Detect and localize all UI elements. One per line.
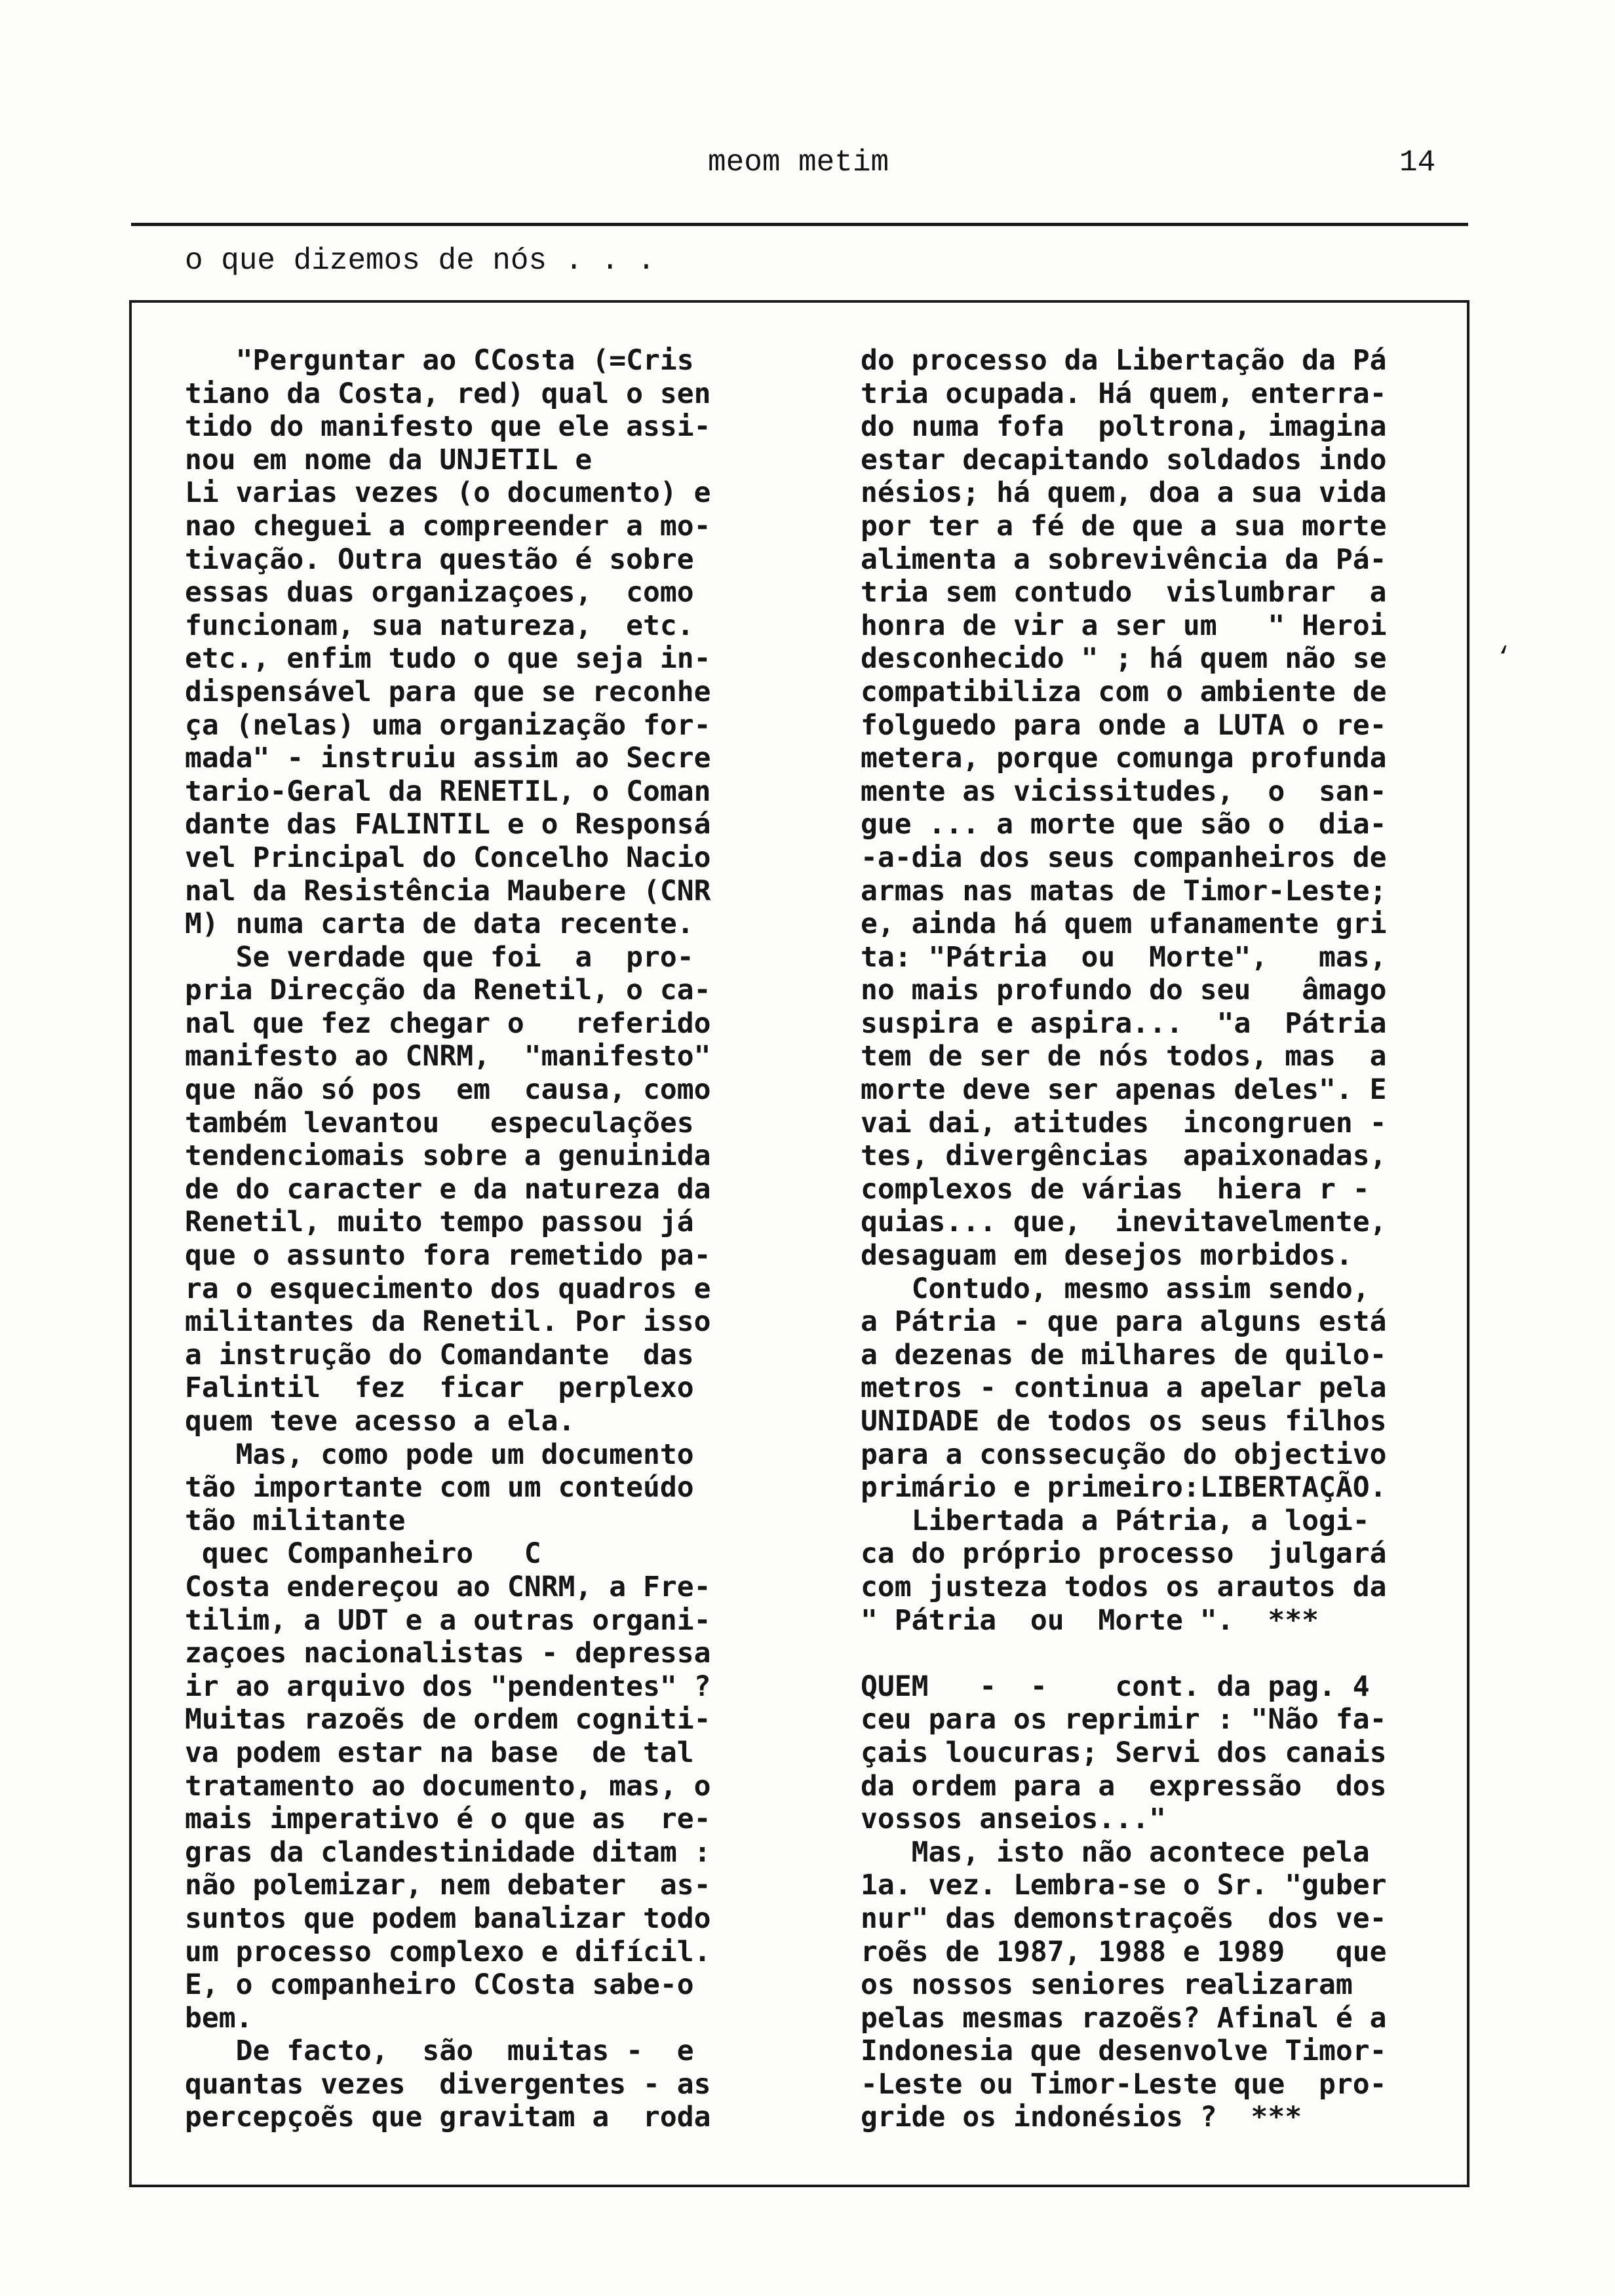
article-right-column: do processo da Libertação da Pá tria ocupada. Há quem, enterra- do numa fofa poltrona, imagina estar decapitando soldados indo nésios; há quem, doa a sua vida por ter a fé de que a sua morte alimenta a sobrevivência da Pá- tria sem contudo vislumbrar a honra de vir a ser um " Heroi desconhecido " ; há quem não se compatibiliza com o ambiente de folguedo para onde a LUTA o re- metera, porque comunga profunda mente as vicissitudes, o san- gue ... a morte que são o dia- -a-dia dos seus companheiros de armas nas matas de Timor-Leste; e, ainda há quem ufanamente gri ta: "Pátria ou Morte", mas, no mais profundo do seu âmago suspira e aspira... "a Pátria tem de ser de nós todos, mas a morte deve ser apenas deles". E vai dai, atitudes incongruen - tes, divergências apaixonadas, complexos de várias hiera r - quias... que, inevitavelmente, desaguam em desejos morbidos. Contudo, mesmo assim sendo, a Pátria - que para alguns está a dezenas de milhares de quilo- metros - continua a apelar pela UNIDADE de todos os seus filhos para a conssecução do objectivo primário e primeiro:LIBERTAÇÃO. Libertada a Pátria, a logi- ca do próprio processo julgará com justeza todos os arautos da " Pátria ou Morte ". *** QUEM - - cont. da pag. 4 ceu para os reprimir : "Não fa- çais loucuras; Servi dos canais da ordem para a expressão dos vossos anseios..." Mas, isto não acontece pela 1a. vez. Lembra-se o Sr. "guber nur" das demonstraçoẽs dos ve- roẽs de 1987, 1988 e 1989 que os nossos seniores realizaram pelas mesmas razoẽs? Afinal é a Indonesia que desenvolve Timor- -Leste ou Timor-Leste que pro- gride os indonésios ? ***	[861, 344, 1387, 2134]
section-heading: o que dizemos de nós . . .	[185, 244, 655, 278]
header-rule	[131, 223, 1468, 226]
page-number: 14	[1399, 145, 1436, 180]
article-left-column: "Perguntar ao CCosta (=Cris tiano da Costa, red) qual o sen tido do manifesto que ele assi- nou em nome da UNJETIL e Li varias vezes (o documento) e nao cheguei a compreender a mo- tivação. Outra questão é sobre essas duas organizaçoes, como funcionam, sua natureza, etc. etc., enfim tudo o que seja in- dispensável para que se reconhe ça (nelas) uma organização for- mada" - instruiu assim ao Secre tario-Geral da RENETIL, o Coman dante das FALINTIL e o Responsá vel Principal do Concelho Nacio nal da Resistência Maubere (CNR M) numa carta de data recente. Se verdade que foi a pro- pria Direcção da Renetil, o ca- nal que fez chegar o referido manifesto ao CNRM, "manifesto" que não só pos em causa, como também levantou especulações tendenciomais sobre a genuinida de do caracter e da natureza da Renetil, muito tempo passou já que o assunto fora remetido pa- ra o esquecimento dos quadros e militantes da Renetil. Por isso a instrução do Comandante das Falintil fez ficar perplexo quem teve acesso a ela. Mas, como pode um documento tão importante com um conteúdo tão militante quec Companheiro C Costa endereçou ao CNRM, a Fre- tilim, a UDT e a outras organi- zaçoes nacionalistas - depressa ir ao arquivo dos "pendentes" ? Muitas razoẽs de ordem cogniti- va podem estar na base de tal tratamento ao documento, mas, o mais imperativo é o que as re- gras da clandestinidade ditam : não polemizar, nem debater as- suntos que podem banalizar todo um processo complexo e difícil. E, o companheiro CCosta sabe-o bem. De facto, são muitas - e quantas vezes divergentes - as percepçoẽs que gravitam a roda	[185, 344, 711, 2134]
margin-mark: ‘	[1496, 643, 1512, 673]
publication-title: meom metim	[708, 145, 889, 180]
